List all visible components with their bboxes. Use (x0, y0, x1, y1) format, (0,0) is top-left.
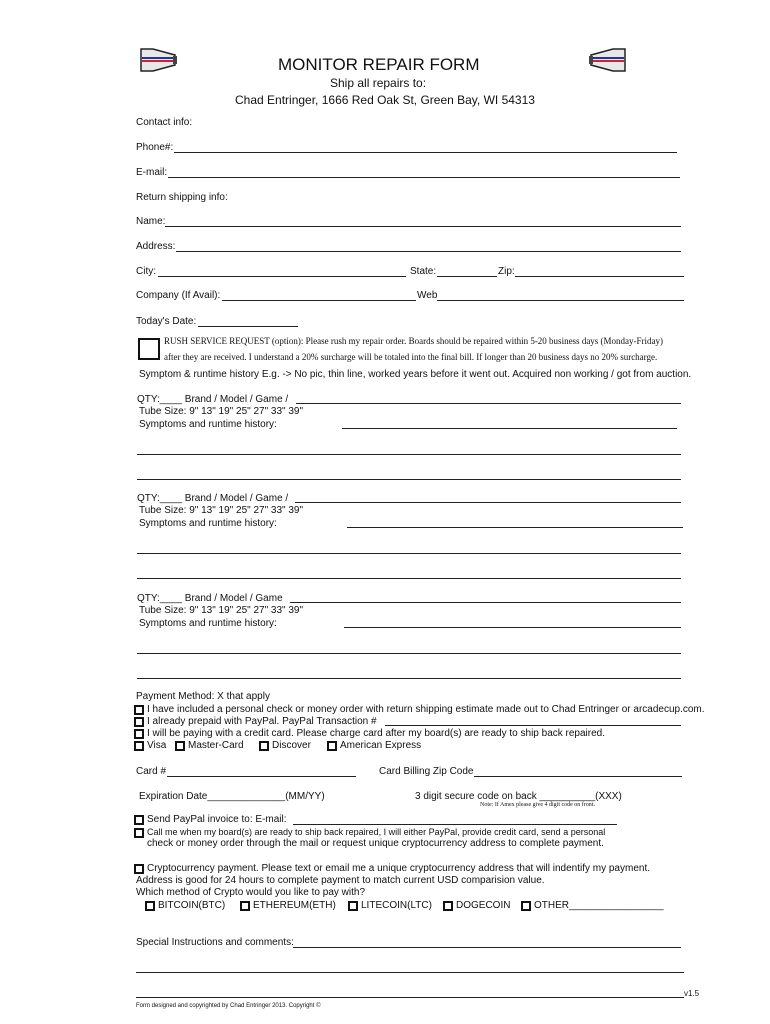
state-label: State: (410, 266, 437, 277)
item-qty-label: QTY:____ Brand / Model / Game / (137, 394, 289, 405)
bitcoin-checkbox[interactable] (145, 901, 155, 911)
billing-zip-field[interactable] (474, 776, 682, 777)
paypal-prepaid-checkbox[interactable] (134, 717, 144, 727)
ship-to-line: Ship all repairs to: (330, 76, 427, 90)
rush-checkbox[interactable] (138, 338, 160, 360)
discover-checkbox[interactable] (259, 741, 269, 751)
billing-zip-label: Card Billing Zip Code (379, 766, 474, 777)
item-notes-line[interactable] (137, 553, 681, 554)
item-notes-line[interactable] (137, 653, 681, 654)
card-number-label: Card # (136, 766, 167, 777)
item-notes-line[interactable] (137, 678, 681, 679)
paypal-transaction-field[interactable] (385, 725, 681, 726)
other-crypto-checkbox[interactable] (521, 901, 531, 911)
special-instructions-line[interactable] (136, 972, 684, 973)
special-instructions-label: Special Instructions and comments: (136, 937, 294, 948)
name-label: Name: (136, 216, 166, 227)
item-notes-line[interactable] (137, 454, 681, 455)
return-shipping-heading: Return shipping info: (136, 192, 228, 203)
item-notes-line[interactable] (137, 578, 681, 579)
city-field[interactable] (158, 276, 406, 277)
ship-address: Chad Entringer, 1666 Red Oak St, Green Bay, WI 54313 (235, 93, 535, 107)
item-symptoms-field[interactable] (342, 428, 677, 429)
payment-option-check: I have included a personal check or money order with return shipping estimate made out to Chad Entringer or arcadecup.com. (147, 704, 705, 715)
form-title: MONITOR REPAIR FORM (278, 55, 480, 74)
card-number-field[interactable] (167, 776, 356, 777)
crypto-option-other: OTHER_________________ (534, 900, 664, 911)
zip-field[interactable] (515, 276, 684, 277)
crypto-option-btc: BITCOIN(BTC) (158, 900, 226, 911)
item-symptoms-label: Symptoms and runtime history: (139, 419, 277, 430)
check-money-order-checkbox[interactable] (134, 705, 144, 715)
payment-option-paypal: I already prepaid with PayPal. PayPal Transaction # (147, 716, 377, 727)
symptom-example: Symptom & runtime history E.g. -> No pic, thin line, worked years before it went out. Acquired non working / got from auction. (139, 369, 692, 380)
paypal-invoice-email-field[interactable] (293, 824, 617, 825)
item-qty-label: QTY:____ Brand / Model / Game (137, 593, 283, 604)
monitor-tube-left-icon (139, 45, 177, 75)
secure-code-label: 3 digit secure code on back __________(XXX) (415, 791, 622, 802)
date-label: Today's Date: (136, 316, 197, 327)
company-field[interactable] (222, 300, 416, 301)
amex-note: Note: If Amex please give 4 digit code on front. (480, 802, 595, 808)
payment-heading: Payment Method: X that apply (136, 691, 270, 702)
crypto-line-2: Address is good for 24 hours to complete payment to match current USD comparision value. (136, 875, 545, 886)
item-symptoms-field[interactable] (347, 527, 683, 528)
special-instructions-line[interactable] (136, 997, 684, 998)
web-label: Web (417, 290, 438, 301)
dogecoin-checkbox[interactable] (443, 901, 453, 911)
date-field[interactable] (198, 326, 298, 327)
crypto-checkbox[interactable] (134, 864, 144, 874)
web-field[interactable] (437, 300, 684, 301)
zip-label: Zip: (498, 266, 515, 277)
item-symptoms-label: Symptoms and runtime history: (139, 618, 277, 629)
card-mastercard-label: Master-Card (188, 740, 244, 751)
email-field[interactable] (168, 177, 680, 178)
item-tube-size: Tube Size: 9" 13" 19" 25" 27" 33" 39" (139, 505, 304, 516)
mastercard-checkbox[interactable] (175, 741, 185, 751)
item-symptoms-field[interactable] (344, 627, 681, 628)
crypto-line-3: Which method of Crypto would you like to pay with? (136, 887, 365, 898)
monitor-tube-right-icon (589, 45, 627, 75)
litecoin-checkbox[interactable] (348, 901, 358, 911)
crypto-option-ltc: LITECOIN(LTC) (361, 900, 432, 911)
copyright-text: Form designed and copyrighted by Chad Entringer 2013. Copyright © (136, 1003, 321, 1009)
phone-label: Phone#: (136, 142, 174, 153)
version-label: v1.5 (684, 989, 700, 998)
crypto-option-eth: ETHEREUM(ETH) (253, 900, 336, 911)
item-brand-field[interactable] (296, 403, 681, 404)
payment-option-credit: I will be paying with a credit card. Please charge card after my board(s) are ready to ship back repaired. (147, 728, 605, 739)
state-field[interactable] (437, 276, 497, 277)
crypto-line-1: Cryptocurrency payment. Please text or email me a unique cryptocurrency address that will indentify my payment. (147, 863, 650, 874)
item-tube-size: Tube Size: 9" 13" 19" 25" 27" 33" 39" (139, 406, 304, 417)
credit-card-checkbox[interactable] (134, 729, 144, 739)
call-me-line-1: Call me when my board(s) are ready to ship back repaired, I will either PayPal, provide credit card, send a personal (147, 827, 606, 837)
rush-line-1: RUSH SERVICE REQUEST (option): Please rush my repair order. Boards should be repaired within 5-20 business days (Monday-Friday) (164, 336, 664, 346)
email-label: E-mail: (136, 167, 168, 178)
item-tube-size: Tube Size: 9" 13" 19" 25" 27" 33" 39" (139, 605, 304, 616)
special-instructions-field[interactable] (293, 947, 681, 948)
item-symptoms-label: Symptoms and runtime history: (139, 518, 277, 529)
card-amex-label: American Express (340, 740, 422, 751)
item-qty-label: QTY:____ Brand / Model / Game / (137, 493, 289, 504)
call-me-line-2: check or money order through the mail or request unique cryptocurrency address to complete payment. (147, 838, 604, 849)
card-visa-label: Visa (147, 740, 167, 751)
crypto-option-doge: DOGECOIN (456, 900, 511, 911)
phone-field[interactable] (174, 152, 677, 153)
call-me-checkbox[interactable] (134, 828, 144, 838)
city-label: City: (136, 266, 156, 277)
paypal-invoice-checkbox[interactable] (134, 815, 144, 825)
visa-checkbox[interactable] (134, 741, 144, 751)
address-label: Address: (136, 241, 176, 252)
ethereum-checkbox[interactable] (240, 901, 250, 911)
card-discover-label: Discover (272, 740, 311, 751)
item-brand-field[interactable] (295, 502, 681, 503)
rush-line-2: after they are received. I understand a 20% surcharge will be totaled into the final bill. If longer than 20 business days no 20% surcharge. (164, 352, 658, 362)
amex-checkbox[interactable] (327, 741, 337, 751)
company-label: Company (If Avail): (136, 290, 221, 301)
name-field[interactable] (165, 226, 681, 227)
item-brand-field[interactable] (290, 602, 681, 603)
item-notes-line[interactable] (137, 479, 681, 480)
contact-heading: Contact info: (136, 117, 193, 128)
paypal-invoice-label: Send PayPal invoice to: E-mail: (147, 814, 287, 825)
expiration-label: Expiration Date______________(MM/YY) (139, 791, 325, 802)
address-field[interactable] (176, 251, 681, 252)
